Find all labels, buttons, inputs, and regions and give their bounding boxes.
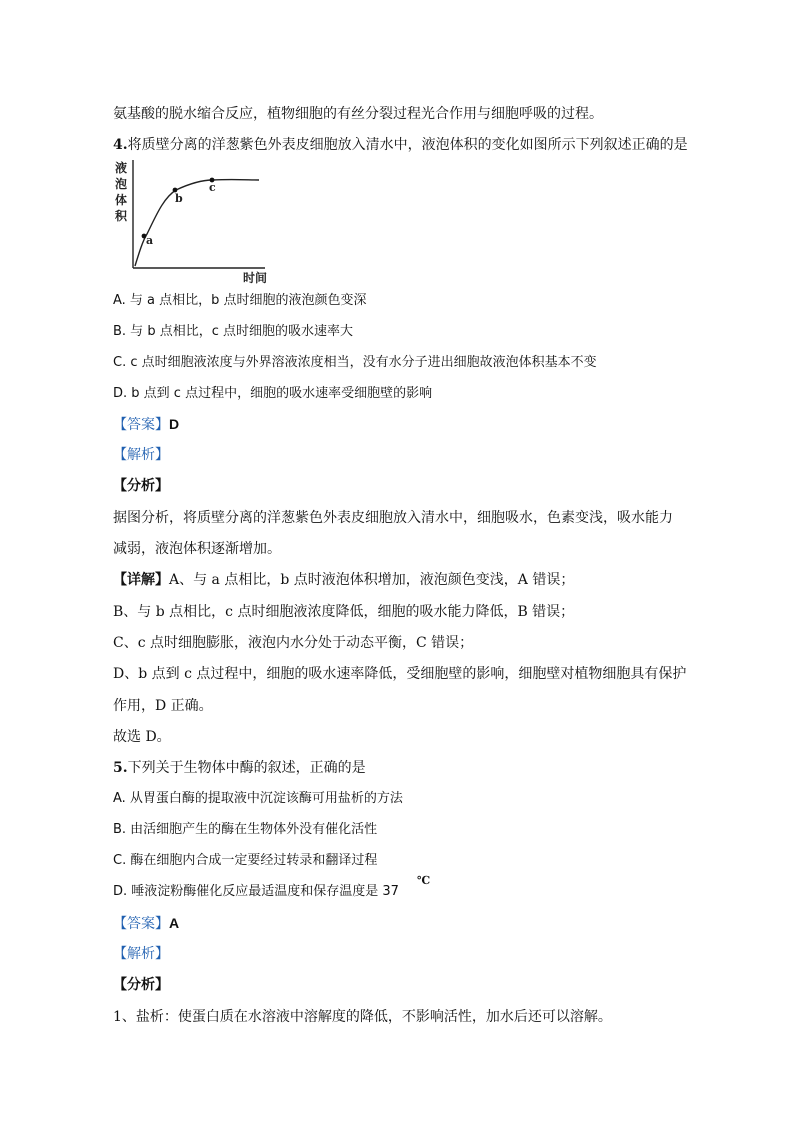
detail-text: A、与 a 点相比，b 点时液泡体积增加，液泡颜色变浅，A 错误；: [169, 572, 575, 588]
option-a: A. 从胃蛋白酶的提取液中沉淀该酶可用盐析的方法: [113, 791, 403, 806]
text-line: 据图分析，将质壁分离的洋葱紫色外表皮细胞放入清水中，细胞吸水，色素变浅，吸水能力: [113, 510, 673, 526]
y-axis-label: [115, 160, 128, 223]
text-line: 减弱，液泡体积逐渐增加。: [113, 541, 281, 557]
question-stem: 将质壁分离的洋葱紫色外表皮细胞放入清水中，液泡体积的变化如图所示下列叙述正确的是: [127, 137, 688, 153]
vacuole-volume-figure: [113, 158, 283, 286]
option-c: C. c 点时细胞液浓度与外界溶液浓度相当，没有水分子进出细胞故液泡体积基本不变: [113, 355, 597, 370]
detail-line: [113, 570, 574, 590]
fenxi-label: 【分析】: [113, 478, 169, 494]
text-line: 作用，D 正确。: [113, 698, 213, 714]
text-line: B、与 b 点相比，c 点时细胞液浓度降低，细胞的吸水能力降低，B 错误；: [113, 604, 575, 620]
volume-curve: [135, 180, 259, 266]
text-line: D、b 点到 c 点过程中，细胞的吸水速率降低，受细胞壁的影响，细胞壁对植物细胞具有保护: [113, 666, 687, 682]
answer-label: 【答案】: [113, 916, 169, 932]
answer-label: 【答案】: [113, 417, 169, 433]
answer-line: [113, 913, 179, 934]
question-number: 4.: [113, 137, 128, 153]
y-axis-label-char: 积: [115, 209, 128, 223]
y-axis-label-char: 体: [115, 193, 128, 207]
option-b: B. 由活细胞产生的酶在生物体外没有催化活性: [113, 822, 378, 837]
text-line: C、c 点时细胞膨胀，液泡内水分处于动态平衡，C 错误；: [113, 635, 474, 651]
analysis-label: 【解析】: [113, 946, 169, 962]
detail-label: 【详解】: [113, 572, 169, 588]
question-4: [113, 135, 688, 155]
y-axis-label-char: 液: [115, 161, 128, 175]
option-c: C. 酶在细胞内合成一定要经过转录和翻译过程: [113, 853, 378, 868]
y-axis-label-char: 泡: [115, 177, 128, 191]
text-line: 1、盐析：使蛋白质在水溶液中溶解度的降低，不影响活性，加水后还可以溶解。: [113, 1009, 612, 1025]
text-line: 氨基酸的脱水缩合反应，植物细胞的有丝分裂过程光合作用与细胞呼吸的过程。: [113, 106, 603, 122]
question-5: [113, 758, 366, 778]
option-b: B. 与 b 点相比，c 点时细胞的吸水速率大: [113, 324, 353, 339]
option-d: D. 唾液淀粉酶催化反应最适温度和保存温度是 37: [113, 884, 399, 899]
answer-line: [113, 414, 179, 435]
point-b-label: b: [175, 192, 183, 205]
degree-unit: ℃: [417, 874, 431, 887]
x-axis-label: 时间: [243, 271, 268, 285]
point-c-label: c: [209, 181, 216, 194]
analysis-label: 【解析】: [113, 447, 169, 463]
answer-value: A: [169, 915, 180, 931]
fenxi-label: 【分析】: [113, 977, 169, 993]
option-a: A. 与 a 点相比，b 点时细胞的液泡颜色变深: [113, 293, 367, 308]
question-stem: 下列关于生物体中酶的叙述，正确的是: [127, 760, 366, 776]
answer-value: D: [169, 416, 180, 432]
point-a-label: a: [146, 234, 154, 247]
text-line: 故选 D。: [113, 729, 171, 745]
question-number: 5.: [113, 760, 128, 776]
option-d: D. b 点到 c 点过程中，细胞的吸水速率受细胞壁的影响: [113, 386, 433, 401]
